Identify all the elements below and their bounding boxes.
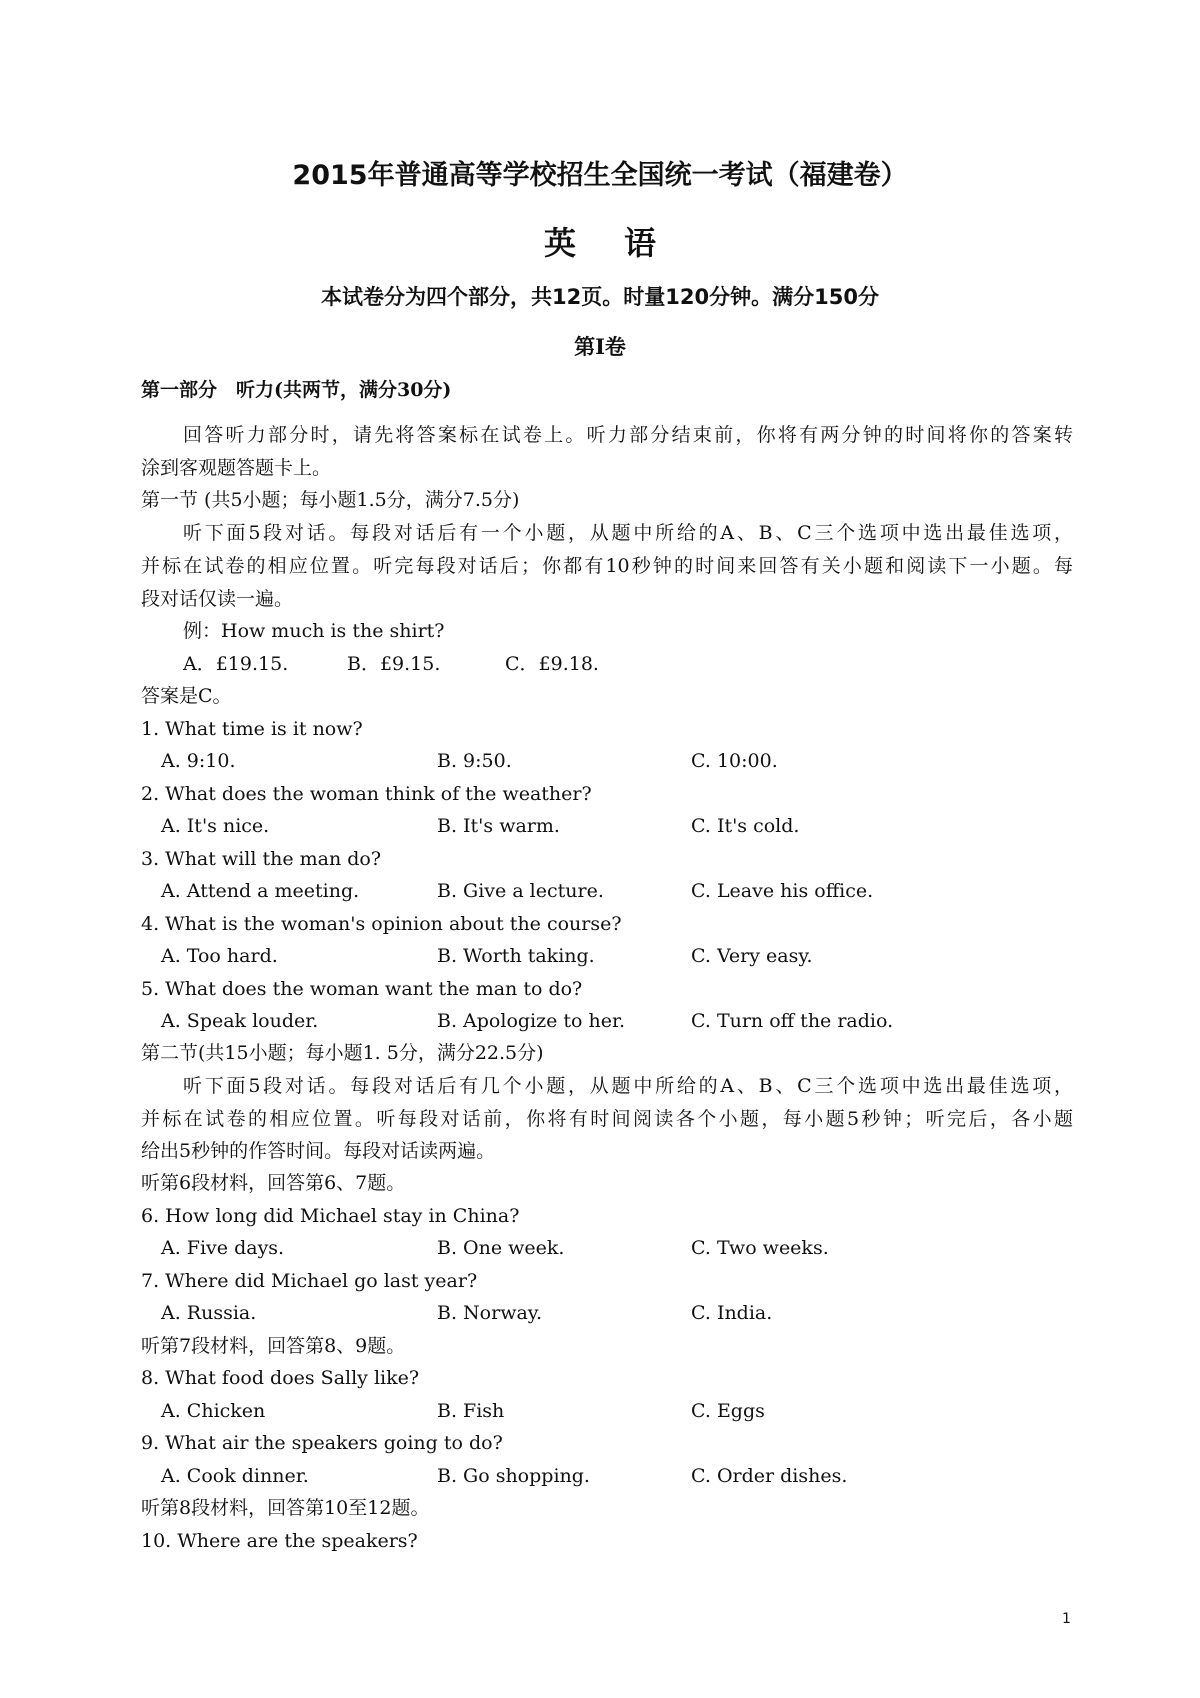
- subject-title: 英语: [543, 224, 704, 262]
- q2-option-a: A. It's nice.: [161, 815, 270, 837]
- q5-option-b: B. Apologize to her.: [437, 1010, 626, 1032]
- q8-option-a: A. Chicken: [161, 1400, 266, 1422]
- question-5: 5. What does the woman want the man to do?: [141, 978, 583, 1000]
- question-6: 6. How long did Michael stay in China?: [141, 1205, 520, 1227]
- question-7: 7. Where did Michael go last year?: [141, 1270, 478, 1292]
- exam-info: 本试卷分为四个部分，共12页。时量120分钟。满分150分: [321, 285, 879, 309]
- section2-instr-1: 听下面5段对话。每段对话后有几个小题，从题中所给的A、B、C三个选项中选出最佳选项，: [183, 1075, 1073, 1097]
- material-7-instruction: 听第7段材料，回答第8、9题。: [141, 1335, 406, 1357]
- intro-line-1: 回答听力部分时，请先将答案标在试卷上。听力部分结束前，你将有两分钟的时间将你的答案转: [183, 424, 1073, 446]
- page-number: 1: [1062, 1611, 1071, 1627]
- q1-option-a: A. 9:10.: [161, 750, 236, 772]
- q4-option-c: C. Very easy.: [691, 945, 813, 967]
- q3-option-b: B. Give a lecture.: [437, 880, 604, 902]
- question-9: 9. What air the speakers going to do?: [141, 1432, 503, 1454]
- exam-title: 2015年普通高等学校招生全国统一考试（福建卷）: [292, 160, 908, 191]
- q5-option-c: C. Turn off the radio.: [691, 1010, 894, 1032]
- question-3: 3. What will the man do?: [141, 848, 382, 870]
- example-option-a: A．£19.15.: [183, 653, 289, 675]
- section1-heading: 第一节 (共5小题；每小题1.5分，满分7.5分): [141, 489, 520, 511]
- q8-option-b: B. Fish: [437, 1400, 505, 1422]
- q4-option-b: B. Worth taking.: [437, 945, 595, 967]
- q2-option-b: B. It's warm.: [437, 815, 560, 837]
- example-option-b: B．£9.15.: [347, 653, 441, 675]
- q7-option-b: B. Norway.: [437, 1302, 543, 1324]
- section1-instr-2: 并标在试卷的相应位置。听完每段对话后；你都有10秒钟的时间来回答有关小题和阅读下一小题。每: [141, 555, 1073, 577]
- intro-line-2: 涂到客观题答题卡上。: [141, 457, 332, 479]
- q8-option-c: C. Eggs: [691, 1400, 765, 1422]
- material-6-instruction: 听第6段材料，回答第6、7题。: [141, 1172, 406, 1194]
- q1-option-c: C. 10:00.: [691, 750, 778, 772]
- question-4: 4. What is the woman's opinion about the course?: [141, 913, 622, 935]
- example-option-c: C．£9.18.: [505, 653, 599, 675]
- q9-option-c: C. Order dishes.: [691, 1465, 848, 1487]
- q5-option-a: A. Speak louder.: [161, 1010, 319, 1032]
- question-10: 10. Where are the speakers?: [141, 1530, 418, 1552]
- q9-option-b: B. Go shopping.: [437, 1465, 590, 1487]
- section2-instr-2: 并标在试卷的相应位置。听每段对话前，你将有时间阅读各个小题，每小题5秒钟；听完后，各小题: [141, 1108, 1073, 1130]
- q9-option-a: A. Cook dinner.: [161, 1465, 309, 1487]
- q6-option-a: A. Five days.: [161, 1237, 285, 1259]
- q3-option-a: A. Attend a meeting.: [161, 880, 360, 902]
- material-8-instruction: 听第8段材料，回答第10至12题。: [141, 1497, 430, 1519]
- q4-option-a: A. Too hard.: [161, 945, 278, 967]
- section1-instr-1: 听下面5段对话。每段对话后有一个小题，从题中所给的A、B、C三个选项中选出最佳选项，: [183, 522, 1073, 544]
- q6-option-b: B. One week.: [437, 1237, 565, 1259]
- section2-instr-3: 给出5秒钟的作答时间。每段对话读两遍。: [141, 1140, 496, 1162]
- question-8: 8. What food does Sally like?: [141, 1367, 420, 1389]
- section2-heading: 第二节(共15小题；每小题1. 5分，满分22.5分): [141, 1042, 544, 1064]
- q7-option-c: C. India.: [691, 1302, 773, 1324]
- section1-instr-3: 段对话仅读一遍。: [141, 588, 294, 610]
- q3-option-c: C. Leave his office.: [691, 880, 874, 902]
- volume-heading: 第Ⅰ卷: [574, 334, 626, 359]
- question-1: 1. What time is it now?: [141, 718, 363, 740]
- example-question: 例：How much is the shirt?: [183, 620, 445, 642]
- q6-option-c: C. Two weeks.: [691, 1237, 829, 1259]
- example-answer: 答案是C。: [141, 685, 232, 707]
- question-2: 2. What does the woman think of the weather?: [141, 783, 592, 805]
- q7-option-a: A. Russia.: [161, 1302, 257, 1324]
- q1-option-b: B. 9:50.: [437, 750, 512, 772]
- part1-heading: 第一部分 听力(共两节，满分30分): [141, 379, 452, 401]
- q2-option-c: C. It's cold.: [691, 815, 800, 837]
